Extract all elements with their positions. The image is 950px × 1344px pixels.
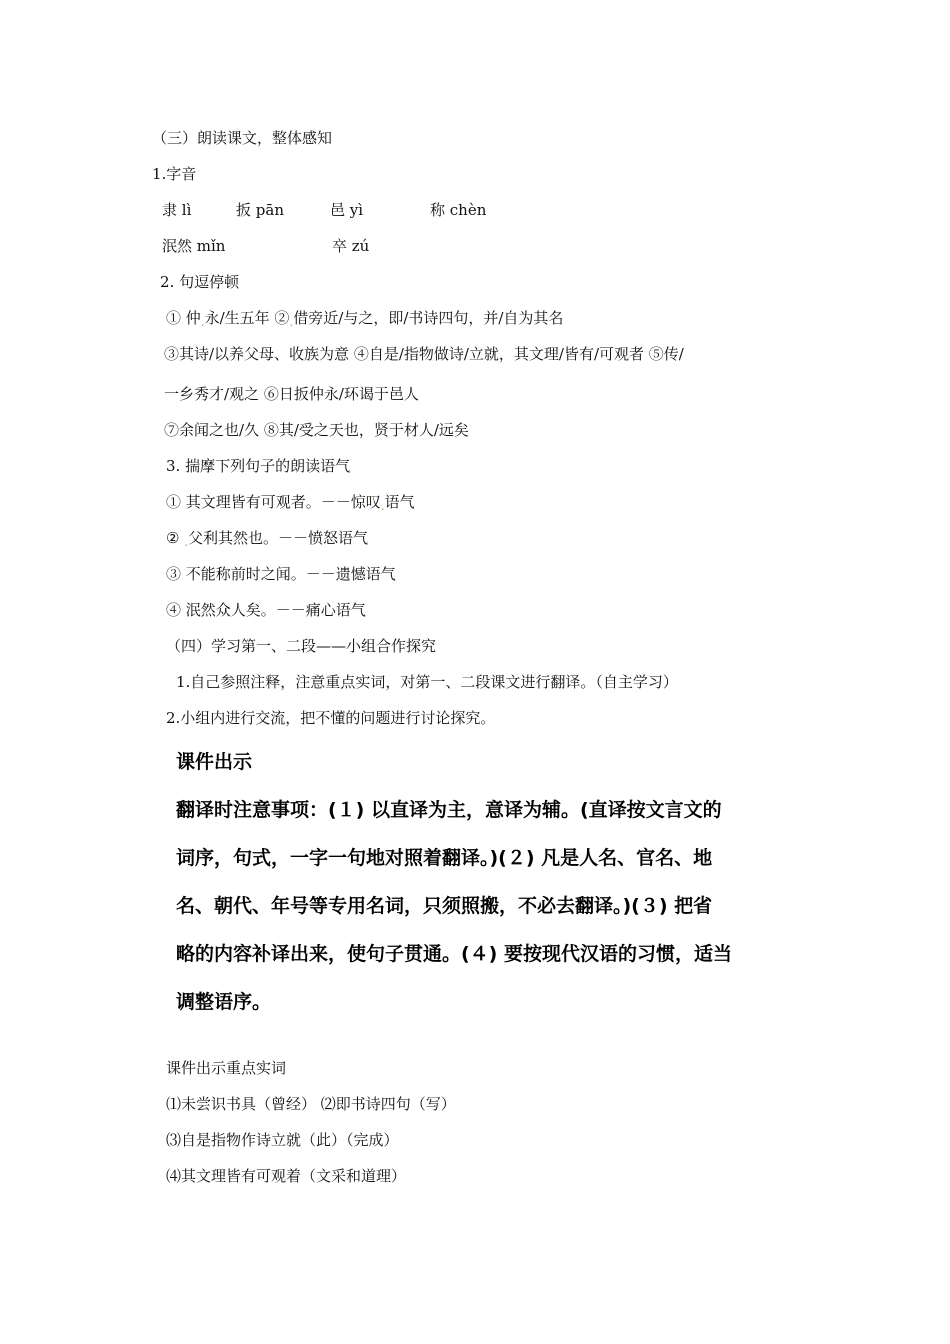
slide-title: 课件出示 [176,751,253,773]
dot-mark: . [380,499,385,513]
pause-line-3: 一乡秀才/观之 ⑥日扳仲永/环谒于邑人 [164,385,419,403]
pron-item: 邑 yì [330,201,364,219]
pause-text: 永/生五年 ② [204,309,290,327]
pause-text: 借旁近/与之，即/书诗四句，并/自为其名 [293,309,564,327]
words-line: ⑶自是指物作诗立就（此）（完成） [166,1131,399,1149]
section-4-item-2: 2.小组内进行交流，把不懂的问题进行讨论探究。 [166,709,496,727]
tone-text: 语气 [384,493,415,511]
pause-line-2: ③其诗/以养父母、收族为意 ④自是/指物做诗/立就，其文理/皆有/可观者 ⑤传/ [164,345,684,363]
dot-mark: . [184,535,189,549]
pron-item: 卒 zú [332,237,370,255]
pronunciation-title: 1.字音 [152,165,197,183]
words-title: 课件出示重点实词 [166,1059,287,1077]
pron-item: 隶 lì [162,201,192,219]
pron-item: 称 chèn [430,201,487,219]
slide-line: 翻译时注意事项：(１) 以直译为主，意译为辅。(直译按文言文的 [176,799,722,821]
pause-title: 2. 句逗停顿 [160,273,240,291]
tone-line-3: ③ 不能称前时之闻。－－遗憾语气 [166,565,396,583]
pron-item: 泯然 mǐn [162,237,226,255]
section-3-heading: （三）朗读课文，整体感知 [152,129,333,147]
tone-text: ① 其文理皆有可观者。－－惊叹 [166,493,381,511]
tone-title: 3. 揣摩下列句子的朗读语气 [166,457,351,475]
words-line: ⑴未尝识书具（曾经） ⑵即书诗四句（写） [166,1095,456,1113]
pause-line-4: ⑦余闻之也/久 ⑧其/受之天也，贤于材人/远矣 [164,421,469,439]
slide-line: 略的内容补译出来，使句子贯通。(４) 要按现代汉语的习惯，适当 [176,943,732,965]
section-4-item-1: 1.自己参照注释，注意重点实词，对第一、二段课文进行翻译。（自主学习） [176,673,678,691]
pause-text: ① 仲 [166,309,201,327]
tone-line-1 [166,492,415,513]
words-line: ⑷其文理皆有可观着（文采和道理） [166,1167,407,1185]
slide-line: 名、朝代、年号等专用名词，只须照搬，不必去翻译。)(３) 把省 [176,895,713,917]
slide-line: 调整语序。 [176,991,272,1013]
pause-line-1 [166,308,563,329]
pron-item: 扳 pān [236,201,284,219]
slide-line: 词序，句式，一字一句地对照着翻译。)(２) 凡是人名、官名、地 [176,847,713,869]
dot-mark: . [200,315,205,329]
section-4-heading: （四）学习第一、二段——小组合作探究 [166,637,437,655]
tone-line-2 [166,528,368,549]
tone-line-4: ④ 泯然众人矣。－－痛心语气 [166,601,366,619]
slide-image [176,740,816,1030]
tone-text: 父利其然也。－－愤怒语气 [188,529,369,547]
tone-text: ② [166,529,185,547]
dot-mark: . [289,315,294,329]
